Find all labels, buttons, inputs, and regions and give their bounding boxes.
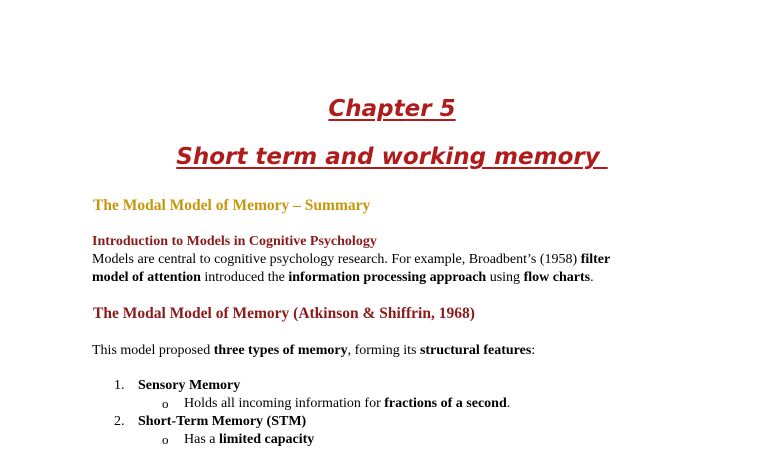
modal-paragraph: This model proposed three types of memory, forming its structural features:: [92, 343, 536, 358]
chapter-title: Short term and working memory: [176, 144, 608, 170]
modal-model-heading: The Modal Model of Memory (Atkinson & Shiffrin, 1968): [93, 305, 475, 322]
intro-heading: Introduction to Models in Cognitive Psychology: [92, 234, 377, 249]
sub-bullet-icon: o: [162, 396, 169, 411]
list-item-number: 1.: [114, 378, 125, 393]
chapter-number: Chapter 5: [328, 96, 456, 122]
intro-paragraph-line1: Models are central to cognitive psychology research. For example, Broadbent’s (1958) filter: [92, 252, 611, 267]
section-heading-summary: The Modal Model of Memory – Summary: [93, 197, 371, 214]
list-item-label: Sensory Memory: [138, 378, 241, 393]
sub-bullet-icon: o: [162, 432, 169, 447]
intro-paragraph-line2: model of attention introduced the information processing approach using flow charts.: [92, 270, 594, 285]
list-item-detail: Has a limited capacity: [184, 432, 315, 447]
list-item-label: Short-Term Memory (STM): [138, 414, 307, 429]
list-item-detail: Holds all incoming information for fractions of a second.: [184, 396, 511, 411]
list-item-number: 2.: [114, 414, 125, 429]
